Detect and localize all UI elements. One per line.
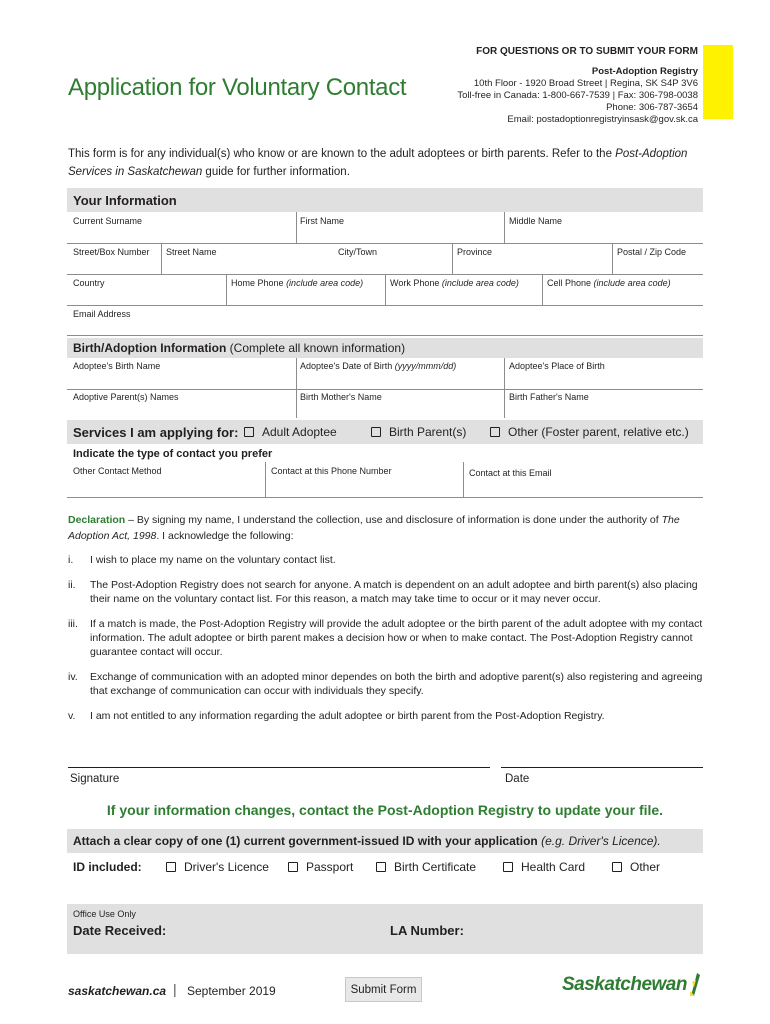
adoptive-parents-field[interactable]: Adoptive Parent(s) Names	[73, 392, 179, 402]
work-phone-note: (include area code)	[441, 278, 519, 288]
checkbox-icon[interactable]	[371, 427, 381, 437]
item-number: iv.	[68, 671, 78, 683]
checkbox-icon[interactable]	[166, 862, 176, 872]
work-phone-field[interactable]	[390, 278, 519, 288]
intro-part-2: guide for further information.	[202, 166, 350, 178]
passport-label: Passport	[306, 860, 354, 874]
attach-id-header	[67, 829, 703, 853]
attach-id-example: (e.g. Driver's Licence).	[541, 834, 661, 848]
adoptee-dob-format: (yyyy/mmm/dd)	[394, 361, 457, 371]
divider	[265, 462, 266, 497]
declaration-part-2: . I acknowledge the following:	[156, 530, 294, 542]
divider	[296, 358, 297, 389]
la-number-label: LA Number:	[390, 923, 464, 938]
item-number: iii.	[68, 618, 78, 630]
passport-option[interactable]	[288, 860, 353, 874]
divider	[67, 305, 703, 306]
health-card-label: Health Card	[521, 860, 586, 874]
adoptee-dob-label: Adoptee's Date of Birth	[300, 361, 393, 371]
contact-phone-field[interactable]: Contact at this Phone Number	[271, 466, 392, 476]
birth-parents-label: Birth Parent(s)	[389, 425, 467, 439]
registry-email: Email: postadoptionregistryinsask@gov.sk.ca	[507, 114, 698, 125]
registry-tollfree-fax: Toll-free in Canada: 1-800-667-7539 | Fax: 306-798-0038	[457, 90, 698, 101]
email-address-field[interactable]: Email Address	[73, 309, 131, 319]
drivers-licence-label: Driver's Licence	[184, 860, 269, 874]
adoptee-place-of-birth-field[interactable]: Adoptee's Place of Birth	[509, 361, 605, 371]
declaration-item	[68, 709, 708, 723]
declaration-item	[68, 670, 708, 698]
divider	[226, 274, 227, 305]
other-contact-method-field[interactable]: Other Contact Method	[73, 466, 162, 476]
divider	[67, 335, 703, 336]
divider	[161, 243, 162, 274]
item-number: v.	[68, 710, 76, 722]
submit-form-button[interactable]: Submit Form	[345, 977, 422, 1002]
declaration-act: The Adoption Act, 1998	[68, 514, 680, 542]
divider	[504, 358, 505, 389]
yellow-accent-bar	[703, 45, 733, 119]
checkbox-icon[interactable]	[490, 427, 500, 437]
divider	[296, 389, 297, 418]
birth-father-field[interactable]: Birth Father's Name	[509, 392, 589, 402]
other-service-label: Other (Foster parent, relative etc.)	[508, 425, 689, 439]
checkbox-icon[interactable]	[288, 862, 298, 872]
your-information-title: Your Information	[73, 193, 177, 208]
other-id-option[interactable]	[612, 860, 660, 874]
divider	[542, 274, 543, 305]
declaration-lead: Declaration	[68, 514, 126, 526]
cell-phone-note: (include area code)	[593, 278, 671, 288]
birth-adoption-title-wrap	[73, 341, 405, 355]
intro-text	[68, 145, 708, 181]
footer-separator: |	[173, 981, 177, 997]
birth-adoption-title: Birth/Adoption Information	[73, 341, 227, 355]
divider	[452, 243, 453, 274]
signature-field[interactable]	[68, 767, 490, 768]
attach-id-text	[73, 834, 661, 848]
adult-adoptee-option[interactable]	[244, 425, 337, 439]
registry-phone: Phone: 306-787-3654	[606, 102, 698, 113]
cell-phone-field[interactable]	[547, 278, 671, 288]
divider	[296, 212, 297, 243]
birth-mother-field[interactable]: Birth Mother's Name	[300, 392, 382, 402]
birth-adoption-subtitle: (Complete all known information)	[229, 341, 406, 355]
page-title: Application for Voluntary Contact	[68, 74, 407, 101]
postal-code-field[interactable]: Postal / Zip Code	[617, 247, 687, 257]
divider	[67, 389, 703, 390]
office-use-box	[67, 904, 703, 954]
divider	[504, 389, 505, 418]
health-card-option[interactable]	[503, 860, 585, 874]
footer-date: September 2019	[187, 984, 276, 998]
first-name-field[interactable]: First Name	[300, 216, 345, 226]
item-number: ii.	[68, 579, 76, 591]
declaration-item	[68, 553, 708, 567]
item-text: I am not entitled to any information regarding the adult adoptee or birth parent from the Post-Adoption Registry.	[90, 710, 605, 722]
drivers-licence-option[interactable]	[166, 860, 269, 874]
date-label: Date	[505, 773, 530, 785]
item-text: The Post-Adoption Registry does not search for anyone. A match is dependent on an adult adoptee and birth parent(s) also placing their name on the voluntary contact list. For this reason, a match may take time to occur or it may never occur.	[90, 579, 698, 605]
birth-parents-option[interactable]	[371, 425, 466, 439]
contact-email-field[interactable]: Contact at this Email	[469, 468, 552, 478]
item-number: i.	[68, 554, 74, 566]
other-service-option[interactable]	[490, 425, 689, 439]
registry-address: 10th Floor - 1920 Broad Street | Regina, SK S4P 3V6	[473, 78, 698, 89]
item-text: If a match is made, the Post-Adoption Registry will provide the adult adoptee or the birth parent of the adult adoptee with my contact information. The adult adoptee or birth parent makes a decision how or when to make contact. The Post-Adoption Registry cannot guarantee contact will occur.	[90, 618, 703, 658]
other-id-label: Other	[630, 860, 661, 874]
birth-adoption-header	[67, 338, 703, 358]
id-included-label: ID included:	[73, 860, 142, 874]
current-surname-field[interactable]: Current Surname	[73, 216, 143, 226]
update-notice: If your information changes, contact the Post-Adoption Registry to update your file.	[106, 802, 664, 818]
cell-phone-label: Cell Phone	[547, 278, 592, 288]
services-title: Services I am applying for:	[73, 425, 239, 440]
home-phone-field[interactable]	[231, 278, 363, 288]
birth-certificate-label: Birth Certificate	[394, 860, 477, 874]
intro-guide-name: Post-Adoption Services in Saskatchewan	[68, 148, 688, 178]
adoptee-dob-field[interactable]	[300, 361, 456, 371]
adoptee-birth-name-field[interactable]: Adoptee's Birth Name	[73, 361, 161, 371]
province-field[interactable]: Province	[457, 247, 493, 257]
registry-name: Post-Adoption Registry	[591, 66, 698, 77]
office-use-label: Office Use Only	[73, 909, 136, 919]
attach-id-main: Attach a clear copy of one (1) current government-issued ID with your application	[73, 834, 538, 848]
divider	[67, 243, 703, 244]
home-phone-note: (include area code)	[286, 278, 364, 288]
city-town-field[interactable]: City/Town	[338, 247, 378, 257]
checkbox-icon[interactable]	[244, 427, 254, 437]
work-phone-label: Work Phone	[390, 278, 440, 288]
date-field[interactable]	[501, 767, 703, 768]
saskatchewan-logo: Saskatchewan	[562, 974, 687, 995]
declaration-part-1: – By signing my name, I understand the collection, use and disclosure of information is done under the authority of	[125, 514, 662, 526]
divider	[612, 243, 613, 274]
checkbox-icon[interactable]	[376, 862, 386, 872]
declaration-text	[68, 512, 708, 544]
declaration-item	[68, 578, 708, 606]
divider	[67, 497, 703, 498]
street-box-field[interactable]: Street/Box Number	[73, 247, 150, 257]
divider	[463, 462, 464, 497]
checkbox-icon[interactable]	[503, 862, 513, 872]
birth-certificate-option[interactable]	[376, 860, 476, 874]
item-text: Exchange of communication with an adopted minor dependes on both the birth and adoptive parent(s) also registering and agreeing that exchange of communication can occur with individuals they specify.	[90, 671, 703, 697]
declaration-item	[68, 617, 708, 659]
middle-name-field[interactable]: Middle Name	[509, 216, 563, 226]
contact-pref-title: Indicate the type of contact you prefer	[73, 448, 273, 460]
home-phone-label: Home Phone	[231, 278, 284, 288]
street-name-field[interactable]: Street Name	[166, 247, 217, 257]
contact-info	[457, 46, 698, 126]
your-information-header	[67, 188, 703, 212]
date-received-label: Date Received:	[73, 923, 167, 938]
divider	[385, 274, 386, 305]
intro-part-1: This form is for any individual(s) who know or are known to the adult adoptees or birth parents. Refer to the	[68, 148, 616, 160]
signature-label: Signature	[70, 773, 120, 785]
divider	[504, 212, 505, 243]
questions-label: FOR QUESTIONS OR TO SUBMIT YOUR FORM	[476, 46, 698, 57]
item-text: I wish to place my name on the voluntary contact list.	[90, 554, 336, 566]
services-header	[67, 420, 703, 444]
wheat-logo-icon	[688, 972, 704, 998]
adult-adoptee-label: Adult Adoptee	[262, 425, 337, 439]
country-field[interactable]: Country	[73, 278, 105, 288]
footer-url[interactable]: saskatchewan.ca	[68, 984, 167, 998]
checkbox-icon[interactable]	[612, 862, 622, 872]
